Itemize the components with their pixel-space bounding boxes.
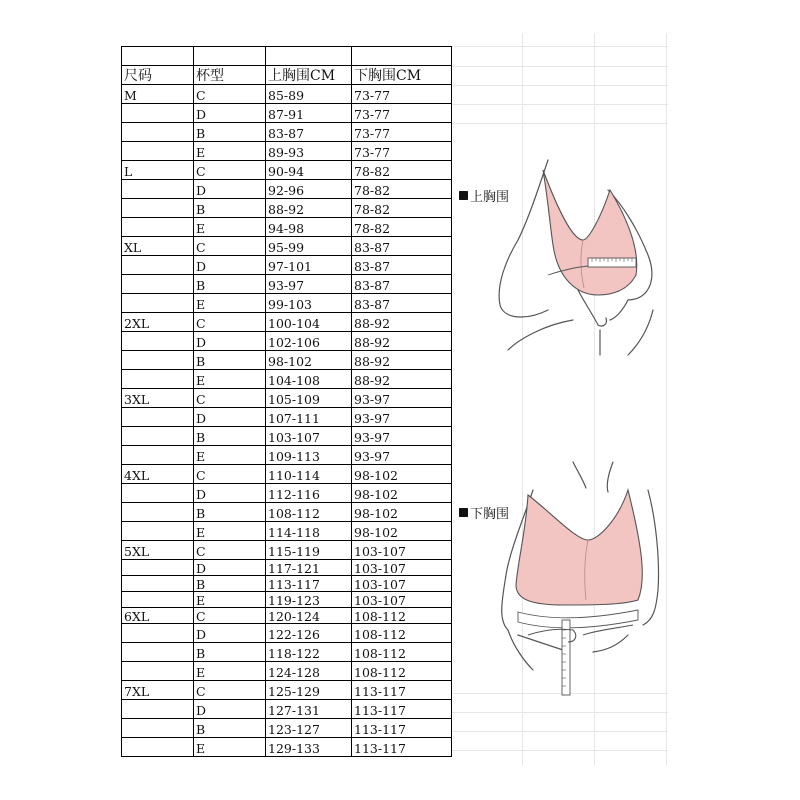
lower-bust-cell: 108-112 [352, 624, 452, 643]
cup-cell: E [194, 370, 266, 389]
size-cell: 4XL [122, 465, 194, 484]
size-cell: 2XL [122, 313, 194, 332]
size-cell: M [122, 85, 194, 104]
cup-cell: C [194, 389, 266, 408]
cup-cell: D [194, 624, 266, 643]
table-row [122, 522, 452, 541]
header-cell: 杯型 [194, 66, 266, 85]
lower-bust-cell: 83-87 [352, 256, 452, 275]
size-cell [122, 446, 194, 465]
lower-bust-cell: 98-102 [352, 484, 452, 503]
upper-bust-cell: 124-128 [266, 662, 352, 681]
cup-cell: D [194, 408, 266, 427]
lower-bust-cell: 93-97 [352, 446, 452, 465]
size-cell [122, 104, 194, 123]
upper-bust-cell: 107-111 [266, 408, 352, 427]
size-cell [122, 592, 194, 608]
lower-bust-cell: 98-102 [352, 465, 452, 484]
table-row [122, 681, 452, 700]
upper-bust-cell: 95-99 [266, 237, 352, 256]
cup-cell: C [194, 85, 266, 104]
upper-bust-cell: 97-101 [266, 256, 352, 275]
size-cell [122, 351, 194, 370]
cup-cell: B [194, 275, 266, 294]
table-row [122, 484, 452, 503]
table-row [122, 541, 452, 560]
lower-bust-cell: 98-102 [352, 522, 452, 541]
cup-cell: B [194, 719, 266, 738]
upper-bust-cell: 87-91 [266, 104, 352, 123]
header-cell: 上胸围CM [266, 66, 352, 85]
cup-cell: B [194, 351, 266, 370]
cup-cell: E [194, 294, 266, 313]
table-row [122, 389, 452, 408]
lower-bust-cell: 108-112 [352, 662, 452, 681]
lower-bust-cell: 113-117 [352, 700, 452, 719]
lower-bust-cell: 83-87 [352, 294, 452, 313]
lower-bust-cell: 103-107 [352, 592, 452, 608]
upper-bust-cell: 115-119 [266, 541, 352, 560]
upper-bust-cell: 118-122 [266, 643, 352, 662]
table-row [122, 624, 452, 643]
table-row [122, 85, 452, 104]
size-cell [122, 275, 194, 294]
size-cell [122, 199, 194, 218]
table-row [122, 370, 452, 389]
table-row [122, 313, 452, 332]
upper-bust-cell: 110-114 [266, 465, 352, 484]
upper-bust-cell: 120-124 [266, 608, 352, 624]
table-row [122, 332, 452, 351]
blank-cell [194, 47, 266, 66]
cup-cell: B [194, 503, 266, 522]
cup-cell: D [194, 484, 266, 503]
table-row [122, 218, 452, 237]
lower-bust-cell: 78-82 [352, 161, 452, 180]
lower-bust-cell: 88-92 [352, 332, 452, 351]
upper-bust-illustration [488, 150, 663, 360]
upper-bust-cell: 105-109 [266, 389, 352, 408]
upper-bust-cell: 108-112 [266, 503, 352, 522]
lower-bust-cell: 73-77 [352, 142, 452, 161]
bullet-square-icon [459, 191, 468, 200]
size-cell [122, 560, 194, 576]
header-row [122, 66, 452, 85]
header-cell: 尺码 [122, 66, 194, 85]
table-row [122, 503, 452, 522]
cup-cell: C [194, 465, 266, 484]
size-cell: 3XL [122, 389, 194, 408]
lower-bust-cell: 78-82 [352, 180, 452, 199]
lower-bust-cell: 103-107 [352, 576, 452, 592]
table-row [122, 719, 452, 738]
size-cell [122, 408, 194, 427]
lower-bust-cell: 83-87 [352, 275, 452, 294]
upper-bust-cell: 127-131 [266, 700, 352, 719]
table-row [122, 294, 452, 313]
table-row [122, 351, 452, 370]
size-chart-table [121, 46, 452, 757]
lower-bust-cell: 113-117 [352, 738, 452, 757]
size-cell [122, 142, 194, 161]
cup-cell: D [194, 256, 266, 275]
cup-cell: C [194, 161, 266, 180]
upper-bust-cell: 83-87 [266, 123, 352, 142]
cup-cell: B [194, 123, 266, 142]
table-row [122, 161, 452, 180]
cup-cell: D [194, 332, 266, 351]
table-row [122, 662, 452, 681]
table-row [122, 408, 452, 427]
size-cell: L [122, 161, 194, 180]
size-cell [122, 738, 194, 757]
table-row [122, 700, 452, 719]
table-row [122, 608, 452, 624]
upper-bust-cell: 94-98 [266, 218, 352, 237]
lower-bust-cell: 113-117 [352, 681, 452, 700]
cup-cell: B [194, 643, 266, 662]
upper-bust-cell: 99-103 [266, 294, 352, 313]
upper-bust-cell: 98-102 [266, 351, 352, 370]
cup-cell: B [194, 427, 266, 446]
size-cell: 7XL [122, 681, 194, 700]
lower-bust-cell: 113-117 [352, 719, 452, 738]
lower-bust-illustration [488, 460, 663, 700]
upper-bust-cell: 93-97 [266, 275, 352, 294]
upper-bust-cell: 117-121 [266, 560, 352, 576]
upper-bust-cell: 85-89 [266, 85, 352, 104]
size-cell [122, 218, 194, 237]
table-row [122, 427, 452, 446]
cup-cell: B [194, 199, 266, 218]
table-row [122, 275, 452, 294]
cup-cell: B [194, 576, 266, 592]
cup-cell: D [194, 180, 266, 199]
upper-bust-cell: 109-113 [266, 446, 352, 465]
lower-bust-cell: 88-92 [352, 370, 452, 389]
table-row [122, 104, 452, 123]
lower-bust-cell: 78-82 [352, 199, 452, 218]
cup-cell: D [194, 560, 266, 576]
size-cell [122, 643, 194, 662]
lower-bust-cell: 98-102 [352, 503, 452, 522]
lower-bust-cell: 78-82 [352, 218, 452, 237]
size-cell [122, 294, 194, 313]
size-cell [122, 123, 194, 142]
size-cell [122, 700, 194, 719]
blank-row [122, 47, 452, 66]
size-cell: 6XL [122, 608, 194, 624]
size-cell [122, 503, 194, 522]
upper-bust-cell: 122-126 [266, 624, 352, 643]
size-cell: XL [122, 237, 194, 256]
cup-cell: E [194, 522, 266, 541]
table-row [122, 576, 452, 592]
lower-bust-cell: 103-107 [352, 560, 452, 576]
upper-bust-cell: 104-108 [266, 370, 352, 389]
blank-cell [352, 47, 452, 66]
table-row [122, 180, 452, 199]
lower-bust-cell: 73-77 [352, 104, 452, 123]
upper-bust-cell: 112-116 [266, 484, 352, 503]
size-cell [122, 522, 194, 541]
size-cell [122, 576, 194, 592]
table-row [122, 592, 452, 608]
header-cell: 下胸围CM [352, 66, 452, 85]
size-cell [122, 662, 194, 681]
table-row [122, 465, 452, 484]
lower-bust-label: 下胸围 [459, 503, 509, 522]
upper-bust-cell: 88-92 [266, 199, 352, 218]
table-row [122, 446, 452, 465]
cup-cell: E [194, 142, 266, 161]
cup-cell: D [194, 700, 266, 719]
upper-bust-label: 上胸围 [459, 186, 509, 205]
size-cell [122, 370, 194, 389]
upper-bust-cell: 114-118 [266, 522, 352, 541]
cup-cell: C [194, 237, 266, 256]
cup-cell: C [194, 541, 266, 560]
upper-bust-cell: 113-117 [266, 576, 352, 592]
size-cell [122, 256, 194, 275]
table-row [122, 123, 452, 142]
size-cell [122, 484, 194, 503]
upper-bust-cell: 92-96 [266, 180, 352, 199]
cup-cell: D [194, 104, 266, 123]
lower-bust-cell: 108-112 [352, 643, 452, 662]
blank-cell [266, 47, 352, 66]
upper-bust-cell: 100-104 [266, 313, 352, 332]
lower-bust-cell: 108-112 [352, 608, 452, 624]
upper-bust-cell: 89-93 [266, 142, 352, 161]
lower-bust-cell: 93-97 [352, 389, 452, 408]
cup-cell: E [194, 738, 266, 757]
upper-bust-cell: 90-94 [266, 161, 352, 180]
upper-bust-cell: 119-123 [266, 592, 352, 608]
table-row [122, 560, 452, 576]
lower-bust-cell: 93-97 [352, 427, 452, 446]
lower-bust-cell: 88-92 [352, 313, 452, 332]
table-row [122, 237, 452, 256]
lower-bust-cell: 88-92 [352, 351, 452, 370]
size-cell [122, 332, 194, 351]
table-row [122, 142, 452, 161]
cup-cell: E [194, 592, 266, 608]
table-row [122, 738, 452, 757]
lower-bust-cell: 83-87 [352, 237, 452, 256]
cup-cell: C [194, 313, 266, 332]
table-row [122, 643, 452, 662]
size-cell [122, 180, 194, 199]
table-row [122, 199, 452, 218]
cup-cell: C [194, 608, 266, 624]
upper-bust-cell: 129-133 [266, 738, 352, 757]
cup-cell: E [194, 662, 266, 681]
upper-bust-cell: 103-107 [266, 427, 352, 446]
bullet-square-icon [459, 508, 468, 517]
upper-bust-cell: 102-106 [266, 332, 352, 351]
size-cell: 5XL [122, 541, 194, 560]
cup-cell: E [194, 446, 266, 465]
size-cell [122, 624, 194, 643]
upper-bust-cell: 123-127 [266, 719, 352, 738]
lower-bust-cell: 73-77 [352, 85, 452, 104]
lower-bust-cell: 73-77 [352, 123, 452, 142]
lower-bust-cell: 93-97 [352, 408, 452, 427]
cup-cell: E [194, 218, 266, 237]
size-cell [122, 719, 194, 738]
cup-cell: C [194, 681, 266, 700]
lower-bust-cell: 103-107 [352, 541, 452, 560]
upper-bust-cell: 125-129 [266, 681, 352, 700]
size-cell [122, 427, 194, 446]
table-row [122, 256, 452, 275]
blank-cell [122, 47, 194, 66]
